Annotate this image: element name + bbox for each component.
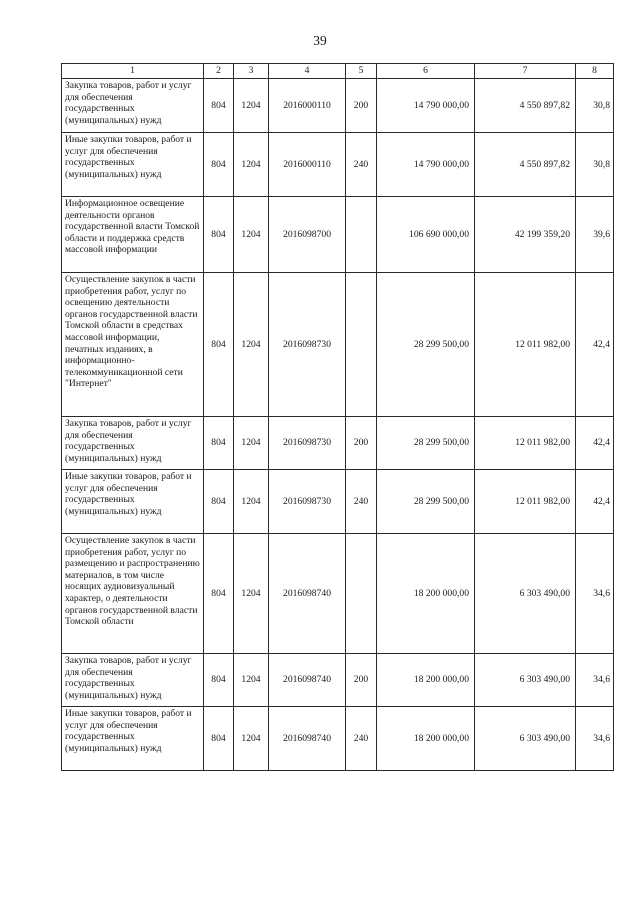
execution-percent: 42,4 [576, 273, 614, 417]
target-article-code: 2016000110 [269, 79, 346, 133]
table-header [62, 64, 614, 79]
execution-percent: 34,6 [576, 707, 614, 771]
column-header: 1 [62, 64, 204, 79]
table-row [62, 534, 614, 654]
column-header: 5 [346, 64, 377, 79]
section-code: 1204 [234, 417, 269, 470]
expense-name: Закупка товаров, работ и услуг для обеспечения государственных (муниципальных) нужд [62, 654, 204, 707]
planned-amount: 28 299 500,00 [377, 273, 475, 417]
table-row [62, 133, 614, 197]
target-article-code: 2016098700 [269, 197, 346, 273]
executed-amount: 12 011 982,00 [475, 417, 576, 470]
executed-amount: 12 011 982,00 [475, 273, 576, 417]
department-code: 804 [204, 79, 234, 133]
execution-percent: 34,6 [576, 534, 614, 654]
target-article-code: 2016098740 [269, 707, 346, 771]
expense-name: Закупка товаров, работ и услуг для обеспечения государственных (муниципальных) нужд [62, 417, 204, 470]
planned-amount: 28 299 500,00 [377, 417, 475, 470]
column-header: 8 [576, 64, 614, 79]
execution-percent: 30,8 [576, 133, 614, 197]
target-article-code: 2016098730 [269, 417, 346, 470]
section-code: 1204 [234, 654, 269, 707]
section-code: 1204 [234, 197, 269, 273]
table-body [62, 79, 614, 771]
planned-amount: 18 200 000,00 [377, 534, 475, 654]
section-code: 1204 [234, 534, 269, 654]
execution-percent: 39,6 [576, 197, 614, 273]
execution-percent: 30,8 [576, 79, 614, 133]
target-article-code: 2016098730 [269, 470, 346, 534]
expense-name: Осуществление закупок в части приобретения работ, услуг по размещению и распространению материалов, в том числе носящих аудиовизуальный характер, о деятельности органов государственной власти Томской области [62, 534, 204, 654]
department-code: 804 [204, 470, 234, 534]
executed-amount: 4 550 897,82 [475, 79, 576, 133]
expense-type-code: 200 [346, 654, 377, 707]
table-row [62, 417, 614, 470]
header-row [62, 64, 614, 79]
table-row [62, 197, 614, 273]
expense-name: Иные закупки товаров, работ и услуг для обеспечения государственных (муниципальных) нужд [62, 133, 204, 197]
planned-amount: 18 200 000,00 [377, 707, 475, 771]
section-code: 1204 [234, 707, 269, 771]
table-row [62, 79, 614, 133]
planned-amount: 18 200 000,00 [377, 654, 475, 707]
executed-amount: 4 550 897,82 [475, 133, 576, 197]
target-article-code: 2016098740 [269, 654, 346, 707]
column-header: 4 [269, 64, 346, 79]
budget-table [61, 63, 614, 771]
executed-amount: 12 011 982,00 [475, 470, 576, 534]
table-row [62, 707, 614, 771]
column-header: 7 [475, 64, 576, 79]
expense-name: Иные закупки товаров, работ и услуг для обеспечения государственных (муниципальных) нужд [62, 470, 204, 534]
department-code: 804 [204, 197, 234, 273]
target-article-code: 2016098730 [269, 273, 346, 417]
table-row [62, 654, 614, 707]
department-code: 804 [204, 534, 234, 654]
executed-amount: 42 199 359,20 [475, 197, 576, 273]
section-code: 1204 [234, 273, 269, 417]
expense-name: Осуществление закупок в части приобретения работ, услуг по освещению деятельности органов государственной власти Томской области в средствах массовой информации, печатных изданиях, в информационно-телекоммуникационной сети "Интернет" [62, 273, 204, 417]
column-header: 6 [377, 64, 475, 79]
section-code: 1204 [234, 133, 269, 197]
planned-amount: 14 790 000,00 [377, 133, 475, 197]
column-header: 2 [204, 64, 234, 79]
column-header: 3 [234, 64, 269, 79]
expense-type-code: 200 [346, 79, 377, 133]
expense-name: Закупка товаров, работ и услуг для обеспечения государственных (муниципальных) нужд [62, 79, 204, 133]
execution-percent: 42,4 [576, 417, 614, 470]
table-row [62, 470, 614, 534]
page-number: 39 [313, 33, 327, 48]
expense-type-code [346, 273, 377, 417]
table-row [62, 273, 614, 417]
execution-percent: 42,4 [576, 470, 614, 534]
expense-type-code: 240 [346, 133, 377, 197]
planned-amount: 14 790 000,00 [377, 79, 475, 133]
planned-amount: 106 690 000,00 [377, 197, 475, 273]
planned-amount: 28 299 500,00 [377, 470, 475, 534]
expense-type-code: 240 [346, 470, 377, 534]
expense-type-code: 240 [346, 707, 377, 771]
department-code: 804 [204, 654, 234, 707]
execution-percent: 34,6 [576, 654, 614, 707]
executed-amount: 6 303 490,00 [475, 707, 576, 771]
expense-type-code [346, 534, 377, 654]
department-code: 804 [204, 707, 234, 771]
target-article-code: 2016098740 [269, 534, 346, 654]
section-code: 1204 [234, 470, 269, 534]
department-code: 804 [204, 133, 234, 197]
executed-amount: 6 303 490,00 [475, 534, 576, 654]
expense-name: Иные закупки товаров, работ и услуг для обеспечения государственных (муниципальных) нужд [62, 707, 204, 771]
section-code: 1204 [234, 79, 269, 133]
expense-name: Информационное освещение деятельности органов государственной власти Томской области и поддержка средств массовой информации [62, 197, 204, 273]
target-article-code: 2016000110 [269, 133, 346, 197]
department-code: 804 [204, 273, 234, 417]
department-code: 804 [204, 417, 234, 470]
expense-type-code: 200 [346, 417, 377, 470]
executed-amount: 6 303 490,00 [475, 654, 576, 707]
expense-type-code [346, 197, 377, 273]
